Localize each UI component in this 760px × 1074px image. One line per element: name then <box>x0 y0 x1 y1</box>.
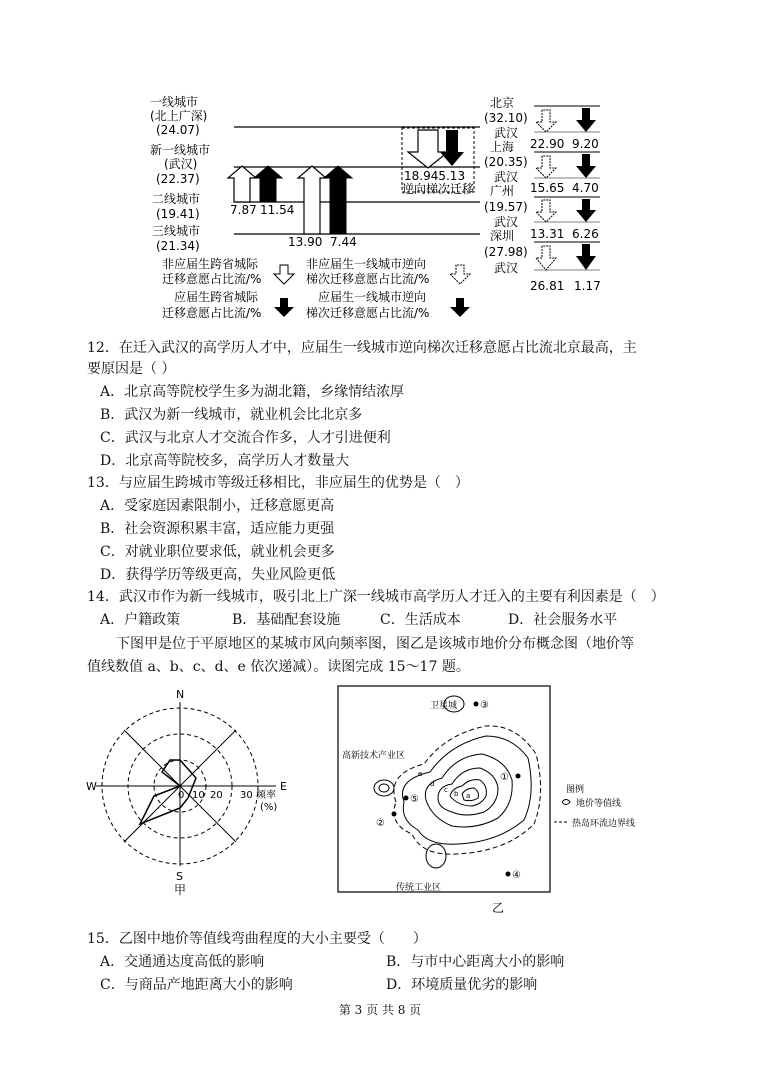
north-label: N <box>176 688 185 701</box>
level-1-sub: (北上广深) <box>150 109 208 123</box>
freq-unit: (%) <box>260 802 278 813</box>
wind-frequency-polygon <box>140 760 196 824</box>
svg-text:26.81: 26.81 <box>530 279 565 293</box>
val-shanghai: (20.35) <box>484 155 528 169</box>
legend-4b: 梯次迁移意愿占比流/% <box>306 306 430 320</box>
freq-label: 频率 <box>256 790 276 801</box>
svg-text:13.31: 13.31 <box>530 227 565 241</box>
q15-option-d: D．环境质量优劣的影响 <box>386 977 538 993</box>
up-arrow-solid-2 <box>324 166 352 234</box>
caption-yi: 乙 <box>492 901 505 914</box>
down-arrow-hollow <box>408 130 448 168</box>
down-arrow-solid <box>440 130 464 166</box>
legend-heat-boundary: 热岛环流边界线 <box>572 819 636 829</box>
dest-wuhan-4: 武汉 <box>494 261 519 275</box>
up-arrow-solid-1 <box>254 166 282 202</box>
legend-1b: 迁移意愿占比流/% <box>162 272 262 286</box>
legend-price-line: 地价等值线 <box>576 799 622 809</box>
legend-dashed-arrow <box>450 265 470 284</box>
svg-text:e: e <box>418 770 423 778</box>
legend-4a: 应届生一线城市逆向 <box>318 290 427 304</box>
q15-option-b: B．与市中心距离大小的影响 <box>386 954 565 970</box>
right-panel <box>484 95 601 293</box>
svg-text:c: c <box>444 786 448 794</box>
val-11-54: 11.54 <box>260 203 295 217</box>
q12-option-b: B．武汉为新一线城市，就业机会比北京多 <box>100 407 363 423</box>
migration-figure <box>150 92 610 327</box>
level-1-val: (24.07) <box>156 123 200 137</box>
q13-stem: 13．与应届生跨城市等级迁移相比，非应届生的优势是（ ） <box>87 475 469 491</box>
val-shenzhen: (27.98) <box>484 245 528 259</box>
legend-3b: 梯次迁移意愿占比流/% <box>306 272 430 286</box>
q15-option-c: C．与商品产地距离大小的影响 <box>100 977 293 993</box>
level-1-name: 一线城市 <box>150 95 199 109</box>
svg-text:22.90: 22.90 <box>530 137 565 151</box>
reverse-label: 逆向梯次迁移 <box>402 182 475 196</box>
q14-option-a: A．户籍政策 <box>100 612 181 628</box>
svg-text:4.70: 4.70 <box>572 181 599 195</box>
q13-option-d: D．获得学历等级更高，失业风险更低 <box>100 567 336 583</box>
west-label: W <box>86 780 97 793</box>
wind-rose-figure <box>84 688 304 908</box>
q12-option-d: D．北京高等院校多，高学历人才数量大 <box>100 453 350 469</box>
svg-text:15.65: 15.65 <box>530 181 565 195</box>
dest-wuhan-1: 武汉 <box>494 126 519 140</box>
page-footer: 第 3 页 共 8 页 <box>338 1003 422 1017</box>
svg-text:③: ③ <box>480 700 489 711</box>
legend-1a: 非应届生跨省城际 <box>162 257 259 271</box>
svg-text:0: 0 <box>178 790 185 801</box>
level-4-val: (21.34) <box>156 239 200 253</box>
level-3-name: 二线城市 <box>152 192 201 206</box>
land-price-map <box>326 684 666 914</box>
level-2-sub: (武汉) <box>164 157 198 171</box>
caption-jia: 甲 <box>174 883 187 897</box>
svg-text:a: a <box>466 792 471 800</box>
svg-text:20: 20 <box>210 790 223 801</box>
svg-text:6.26: 6.26 <box>572 227 599 241</box>
svg-text:b: b <box>454 790 459 798</box>
q14-option-b: B．基础配套设施 <box>232 612 341 628</box>
q13-option-b: B．社会资源积累丰富，适应能力更强 <box>100 521 335 537</box>
q14-stem: 14．武汉市作为新一线城市，吸引北上广深一线城市高学历人才迁入的主要有利因素是（ ） <box>87 589 665 605</box>
heat-island-boundary <box>394 726 541 854</box>
q13-option-a: A．受家庭因素限制小，迁移意愿更高 <box>100 498 335 514</box>
val-7-87: 7.87 <box>230 203 257 217</box>
svg-text:10: 10 <box>192 790 205 801</box>
intro-line-1: 下图甲是位于平原地区的某城市风向频率图，图乙是该城市地价分布概念图（地价等 <box>116 636 634 652</box>
val-beijing: (32.10) <box>484 111 528 125</box>
intro-line-2: 值线数值 a、b、c、d、e 依次递减）。读图完成 15～17 题。 <box>87 659 470 675</box>
q12-option-c: C．武汉与北京人才交流合作多，人才引进便利 <box>100 430 391 446</box>
q15-option-a: A．交通通达度高低的影响 <box>100 954 265 970</box>
q12-stem-1: 12．在迁入武汉的高学历人才中，应届生一线城市逆向梯次迁移意愿占比流北京最高，主 <box>87 340 637 356</box>
q12-option-a: A．北京高等院校学生多为湖北籍，乡缘情结浓厚 <box>100 384 405 400</box>
val-7-44: 7.44 <box>330 235 357 249</box>
level-2-val: (22.37) <box>156 172 200 186</box>
level-3-val: (19.41) <box>156 207 200 221</box>
q13-option-c: C．对就业职位要求低，就业机会更多 <box>100 544 335 560</box>
legend-2b: 迁移意愿占比流/% <box>162 306 262 320</box>
svg-text:1.17: 1.17 <box>574 279 601 293</box>
legend-hollow-arrow-1 <box>274 265 294 284</box>
svg-text:9.20: 9.20 <box>572 137 599 151</box>
legend-title: 图例 <box>566 785 585 795</box>
up-arrow-hollow-1 <box>228 166 256 202</box>
q14-option-c: C．生活成本 <box>380 612 461 628</box>
legend-solid-arrow-1 <box>274 298 294 317</box>
city-guangzhou: 广州 <box>490 184 515 198</box>
satellite-label: 卫星城 <box>430 701 458 711</box>
svg-text:d: d <box>430 780 435 788</box>
east-label: E <box>280 780 287 793</box>
q15-stem: 15．乙图中地价等值线弯曲程度的大小主要受（ ） <box>87 931 427 947</box>
svg-text:⑤: ⑤ <box>410 794 419 805</box>
city-shenzhen: 深圳 <box>490 229 515 243</box>
val-13-90: 13.90 <box>288 235 323 249</box>
level-2-name: 新一线城市 <box>150 143 211 157</box>
legend-solid-arrow-2 <box>450 298 470 317</box>
dest-wuhan-2: 武汉 <box>494 170 519 184</box>
svg-text:①: ① <box>500 772 509 783</box>
dest-wuhan-3: 武汉 <box>494 215 519 229</box>
legend-3a: 非应届生一线城市逆向 <box>306 257 427 271</box>
q12-stem-2: 要原因是（ ） <box>87 361 176 377</box>
industry-label: 传统工业区 <box>396 883 442 893</box>
svg-text:④: ④ <box>512 870 521 881</box>
svg-text:30: 30 <box>240 790 253 801</box>
city-shanghai: 上海 <box>490 140 515 154</box>
level-4-name: 三线城市 <box>152 224 201 238</box>
up-arrow-hollow-2 <box>298 166 326 234</box>
reverse-vals: 18.945.13 <box>404 169 466 183</box>
south-label: S <box>176 870 183 883</box>
svg-text:②: ② <box>376 818 385 829</box>
val-guangzhou: (19.57) <box>484 200 528 214</box>
hitech-label: 高新技术产业区 <box>342 751 406 761</box>
q14-option-d: D．社会服务水平 <box>508 612 618 628</box>
legend-2a: 应届生跨省城际 <box>174 290 259 304</box>
city-beijing: 北京 <box>490 96 515 110</box>
